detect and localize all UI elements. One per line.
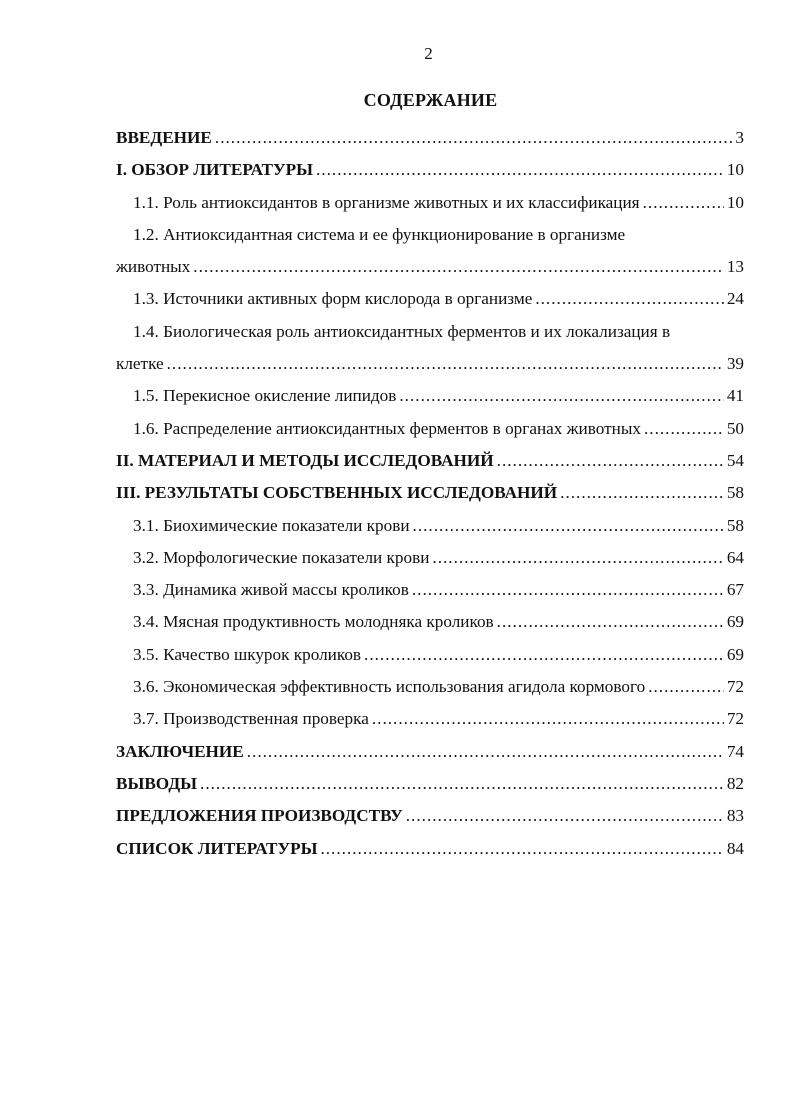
toc-entry-label: животных [116,257,191,277]
toc-entry-3-3[interactable] [116,574,744,606]
toc-entry-page: 74 [726,741,744,761]
toc-entry-label: I. ОБЗОР ЛИТЕРАТУРЫ [116,160,314,180]
toc-entry-label: 1.3. Источники активных форм кислорода в организме [133,289,533,309]
toc-entry-page: 50 [726,418,744,438]
toc-entry-proposals[interactable] [116,800,744,832]
toc-entry-page: 58 [726,483,744,503]
page-number: 2 [424,44,433,63]
toc-entry-page: 84 [726,838,744,858]
toc-entry-label: 1.5. Перекисное окисление липидов [133,386,397,406]
leader-dots [320,833,723,865]
toc-entry-page: 39 [726,354,744,374]
toc-entry-3-5[interactable] [116,639,744,671]
toc-entry-label: 3.4. Мясная продуктивность молодняка кроликов [133,612,494,632]
toc-entry-1-6[interactable] [116,413,744,445]
leader-dots [406,800,724,832]
leader-dots [497,445,724,477]
leader-dots [535,283,723,315]
toc-entry-chapter-2[interactable] [116,445,744,477]
toc-entry-label: ЗАКЛЮЧЕНИЕ [116,741,244,761]
leader-dots [644,413,724,445]
leader-dots [497,606,724,638]
leader-dots [560,477,724,509]
toc-entry-1-3[interactable] [116,283,744,315]
toc-entry-page: 72 [726,709,744,729]
toc-entry-findings[interactable] [116,768,744,800]
toc-entry-3-1[interactable] [116,510,744,542]
toc-title: СОДЕРЖАНИЕ [363,90,498,110]
toc-entry-label: 3.6. Экономическая эффективность использования агидола кормового [133,677,646,697]
leader-dots [413,510,724,542]
toc-entry-page: 72 [726,677,744,697]
toc-entry-label: 3.2. Морфологические показатели крови [133,547,430,567]
toc-entry-introduction[interactable] [116,122,744,154]
toc-entry-label: 3.7. Производственная проверка [133,709,369,729]
leader-dots [364,639,724,671]
toc-entry-label: 3.3. Динамика живой массы кроликов [133,580,409,600]
toc-entry-chapter-1[interactable] [116,154,744,186]
leader-dots [200,768,724,800]
toc-entry-page: 69 [726,644,744,664]
toc-entry-1-2-line1[interactable]: 1.2. Антиоксидантная система и ее функционирование в организме [133,224,626,244]
toc-entry-label: клетке [116,354,164,374]
toc-entry-label: ПРЕДЛОЖЕНИЯ ПРОИЗВОДСТВУ [116,806,403,826]
toc-entry-page: 3 [735,128,744,147]
toc-entry-page: 58 [726,515,744,535]
toc-entry-page: 41 [726,386,744,406]
toc-entry-label: 3.5. Качество шкурок кроликов [133,644,362,664]
toc-entry-chapter-3[interactable] [116,477,744,509]
leader-dots [167,348,724,380]
toc-entry-references[interactable] [116,833,744,865]
toc-entry-3-2[interactable] [116,542,744,574]
toc-entry-label: III. РЕЗУЛЬТАТЫ СОБСТВЕННЫХ ИССЛЕДОВАНИЙ [116,483,558,503]
toc-entry-label: 1.1. Роль антиоксидантов в организме животных и их классификация [133,192,640,212]
toc-entry-label: 1.6. Распределение антиоксидантных ферментов в органах животных [133,418,641,438]
toc-entry-page: 82 [726,773,744,793]
leader-dots [432,542,723,574]
leader-dots [372,703,724,735]
toc-entry-conclusion[interactable] [116,736,744,768]
table-of-contents [116,122,744,865]
toc-entry-page: 67 [726,580,744,600]
toc-entry-1-4[interactable] [116,348,744,380]
toc-entry-1-4-line1[interactable]: 1.4. Биологическая роль антиоксидантных ферментов и их локализация в [133,321,671,341]
leader-dots [247,736,724,768]
leader-dots [399,380,723,412]
toc-entry-page: 54 [726,450,744,470]
toc-entry-3-4[interactable] [116,606,744,638]
toc-entry-page: 10 [726,192,744,212]
toc-entry-label: 3.1. Биохимические показатели крови [133,515,410,535]
toc-entry-page: 64 [726,547,744,567]
toc-entry-1-1[interactable] [116,187,744,219]
toc-entry-page: 13 [726,257,744,277]
toc-entry-page: 10 [726,160,744,180]
toc-entry-label: II. МАТЕРИАЛ И МЕТОДЫ ИССЛЕДОВАНИЙ [116,450,494,470]
leader-dots [412,574,724,606]
leader-dots [193,251,724,283]
toc-entry-3-7[interactable] [116,703,744,735]
leader-dots [648,671,724,703]
toc-entry-label: ВЫВОДЫ [116,773,198,793]
leader-dots [643,187,724,219]
toc-entry-page: 83 [726,806,744,826]
leader-dots [316,154,724,186]
toc-entry-1-2[interactable] [116,251,744,283]
leader-dots [215,122,733,154]
toc-entry-label: ВВЕДЕНИЕ [116,128,212,147]
toc-entry-1-5[interactable] [116,380,744,412]
toc-entry-page: 24 [726,289,744,309]
toc-entry-3-6[interactable] [116,671,744,703]
toc-entry-page: 69 [726,612,744,632]
toc-entry-label: СПИСОК ЛИТЕРАТУРЫ [116,838,318,858]
